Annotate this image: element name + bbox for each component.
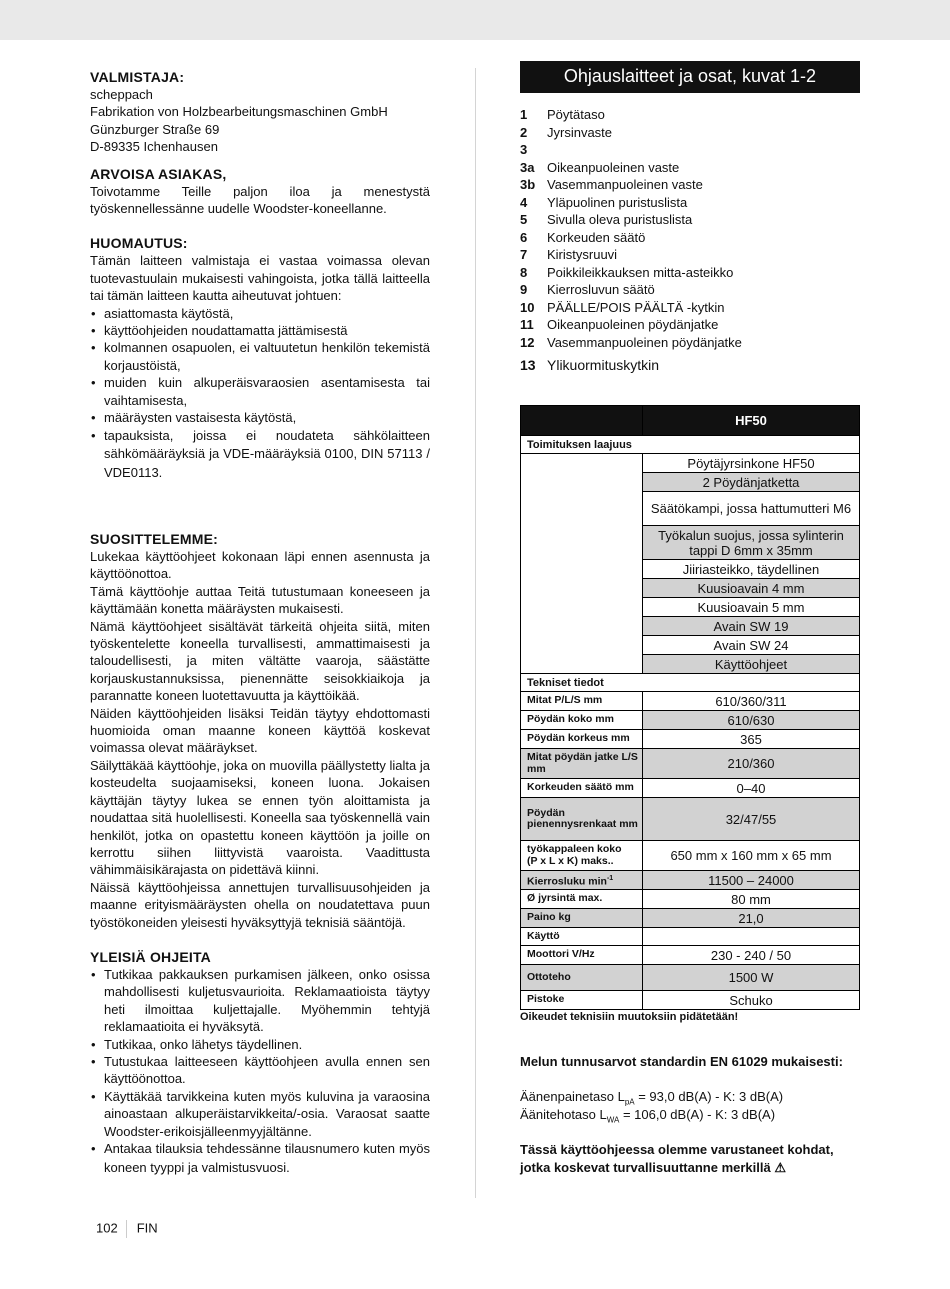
dear-customer-text: Toivotamme Teille paljon iloa ja menestystä työskennellessänne uudelle Woodster-koneellanne. — [90, 183, 430, 217]
notice-intro: Tämän laitteen valmistaja ei vastaa voimassa olevan tuotevastuulain mukaisesti vahingoista, jotka tällä laitteella tai tämän laitteen kautta aiheutuvat johtuen: — [90, 253, 430, 304]
tech-note: Oikeudet teknisiin muutoksiin pidätetään! — [520, 1011, 739, 1023]
part-number: 3a — [520, 159, 535, 175]
recommend-paragraph: Säilyttäkää käyttöohje, joka on muovilla päällystetty lialta ja kosteudelta suojaamiseksi, koneen luona. Jokaisen käyttäjän täytyy lukea se ennen työn aloittamista ja noudattaa sitä huolellisesti. Koneella saa työskennellä vain henkilöt, jotka on opastettu koneen käyttöön ja joille on kerrottu siihen liittyvistä vaaroista. Vaadittusta vähimmäisikärajasta on pidettävä kiinni. — [90, 757, 430, 878]
noise-pressure-value: = 93,0 dB(A) - K: 3 dB(A) — [634, 1089, 784, 1104]
part-number: 3 — [520, 142, 528, 157]
scope-blank-cell — [521, 454, 643, 674]
table-row — [521, 871, 860, 890]
rings-label: Pöydän pienennysrenkaat mm — [521, 798, 643, 841]
table-size-label: Pöydän koko mm — [521, 711, 643, 730]
part-number: 6 — [520, 229, 528, 245]
language-code: FIN — [136, 1220, 158, 1236]
page-footer — [96, 1220, 158, 1238]
list-item: • käyttöohjeiden noudattamatta jättämisestä — [90, 322, 430, 339]
part-name: Pöytätaso — [547, 107, 605, 122]
noise-power-label: Äänitehotaso L — [520, 1107, 607, 1122]
part-name: Sivulla oleva puristuslista — [547, 212, 693, 227]
manufacturer-heading: VALMISTAJA: — [90, 69, 185, 85]
manufacturer-line: D-89335 Ichenhausen — [90, 139, 218, 155]
part-name: Kierrosluvun säätö — [547, 282, 655, 297]
noise-title: Melun tunnusarvot standardin EN 61029 mukaisesti: — [520, 1054, 843, 1069]
list-item — [520, 229, 860, 247]
drive-blank — [643, 928, 860, 946]
list-item — [520, 211, 860, 229]
table-row — [521, 841, 860, 871]
motor-label: Moottori V/Hz — [521, 946, 643, 965]
speed-unit-exponent: -1 — [606, 874, 614, 882]
table-size-value: 610/630 — [643, 711, 860, 730]
part-number: 10 — [520, 299, 535, 315]
list-item: • asiattomasta käytöstä, — [90, 305, 430, 322]
noise-power — [520, 1107, 775, 1125]
table-row — [521, 909, 860, 928]
motor-value: 230 - 240 / 50 — [643, 946, 860, 965]
list-item — [520, 246, 860, 264]
column-divider — [475, 68, 476, 1198]
table-row — [521, 406, 860, 436]
top-bar — [0, 0, 950, 40]
table-row — [521, 890, 860, 909]
list-item: • tapauksista, joissa ei noudateta sähkölaitteen sähkömääräyksiä ja VDE-määräyksiä 0100, DIN 57113 / VDE0113. — [90, 427, 430, 483]
list-item — [520, 316, 860, 334]
scope-item: Avain SW 19 — [643, 617, 860, 636]
part-name: Vasemmanpuoleinen pöydänjatke — [547, 334, 742, 350]
scope-item: Käyttöohjeet — [643, 655, 860, 674]
table-row — [521, 692, 860, 711]
noise-pressure-label: Äänenpainetaso L — [520, 1089, 625, 1104]
part-number: 11 — [520, 317, 534, 332]
list-item — [520, 281, 860, 299]
list-item — [520, 264, 860, 282]
list-item: • Tutkikaa, onko lähetys täydellinen. — [90, 1036, 430, 1053]
workpiece-label-line: (P x L x K) maks.. — [527, 854, 614, 867]
list-item: • määräysten vastaisesta käytöstä, — [90, 409, 430, 426]
part-number: 8 — [520, 264, 528, 280]
table-row — [521, 436, 860, 454]
diameter-value: 80 mm — [643, 890, 860, 909]
list-item — [520, 357, 860, 375]
part-number: 1 — [520, 107, 528, 122]
plug-label: Pistoke — [521, 991, 643, 1010]
workpiece-label — [521, 841, 643, 871]
part-number: 5 — [520, 212, 528, 227]
part-name: Kiristysruuvi — [547, 247, 618, 262]
diameter-label: Ø jyrsintä max. — [521, 890, 643, 909]
table-row — [521, 779, 860, 798]
page-number: 102 — [96, 1220, 118, 1236]
footer-separator — [126, 1220, 127, 1238]
part-name: Oikeanpuoleinen pöydänjatke — [547, 317, 719, 332]
part-name: Jyrsinvaste — [547, 124, 613, 140]
list-item: • Tutustukaa laitteeseen käyttöohjeen avulla ennen sen käyttöönottoa. — [90, 1053, 430, 1088]
scope-item: Säätökampi, jossa hattumutteri M6 — [643, 492, 860, 526]
tech-label: Tekniset tiedot — [521, 674, 860, 692]
part-number: 4 — [520, 194, 528, 210]
workpiece-value: 650 mm x 160 mm x 65 mm — [643, 841, 860, 871]
ext-label: Mitat pöydän jatke L/S mm — [521, 749, 643, 779]
table-row — [521, 991, 860, 1010]
ext-value: 210/360 — [643, 749, 860, 779]
list-item — [520, 141, 860, 159]
table-row — [521, 454, 860, 473]
noise-pressure-sub: pA — [624, 1097, 635, 1107]
general-list — [90, 966, 430, 1177]
table-height-value: 365 — [643, 730, 860, 749]
part-number: 3b — [520, 177, 536, 192]
recommend-heading: SUOSITTELEMME: — [90, 531, 219, 547]
part-name: Ylikuormituskytkin — [547, 357, 660, 373]
notice-heading: HUOMAUTUS: — [90, 235, 188, 252]
table-row — [521, 730, 860, 749]
recommend-paragraph: Näiden käyttöohjeiden lisäksi Teidän täytyy ehdottomasti huomioida oman maanne koneen käyttöä koskevat voimassa olevat määräykset. — [90, 705, 430, 756]
list-item — [520, 106, 860, 124]
list-item — [520, 334, 860, 352]
weight-value: 21,0 — [643, 909, 860, 928]
speed-label-text: Kierrosluku min — [527, 875, 607, 887]
left-column — [90, 68, 430, 1177]
table-height-label: Pöydän korkeus mm — [521, 730, 643, 749]
scope-item: 2 Pöydänjatketta — [643, 473, 860, 492]
power-value: 1500 W — [643, 965, 860, 991]
power-label: Ottoteho — [521, 965, 643, 991]
manufacturer-line: Fabrikation von Holzbearbeitungsmaschinen GmbH — [90, 104, 388, 120]
table-row — [521, 928, 860, 946]
scope-label: Toimituksen laajuus — [521, 436, 860, 454]
noise-power-sub: WA — [606, 1115, 620, 1125]
weight-label: Paino kg — [521, 909, 643, 928]
workpiece-label-line: työkappaleen koko — [527, 843, 622, 855]
table-row — [521, 946, 860, 965]
manufacturer-line: Günzburger Straße 69 — [90, 121, 220, 137]
dear-customer-heading: ARVOISA ASIAKAS, — [90, 165, 227, 182]
noise-pressure — [520, 1089, 783, 1107]
dims-value: 610/360/311 — [643, 692, 860, 711]
spec-table — [520, 405, 860, 1010]
table-header-blank — [521, 406, 643, 436]
model-header: HF50 — [643, 406, 860, 436]
controls-title: Ohjauslaitteet ja osat, kuvat 1-2 — [520, 61, 860, 93]
list-item: • muiden kuin alkuperäisvaraosien asentamisesta tai vaihtamisesta, — [90, 374, 430, 409]
table-row — [521, 749, 860, 779]
noise-power-value: = 106,0 dB(A) - K: 3 dB(A) — [619, 1107, 776, 1122]
height-adj-label: Korkeuden säätö mm — [521, 779, 643, 798]
recommend-paragraph: Nämä käyttöohjeet sisältävät tärkeitä ohjeita siitä, miten työskentelette koneella turvallisesti, ammattimaisesti ja taloudellisesti, ja miten vältätte vaaroja, säästätte korjauskustannuksissa, pienennätte seisokkiaikoja ja parannatte koneen luotettavuutta ja käyttöikää. — [90, 618, 430, 704]
part-name: Oikeanpuoleinen vaste — [547, 159, 680, 175]
scope-item: Pöytäjyrsinkone HF50 — [643, 454, 860, 473]
part-number: 7 — [520, 247, 528, 262]
plug-value: Schuko — [643, 991, 860, 1010]
list-item: • Antakaa tilauksia tehdessänne tilausnumero kuten myös koneen tyyppi ja valmistusvuosi. — [90, 1140, 430, 1177]
scope-item: Kuusioavain 4 mm — [643, 579, 860, 598]
speed-label — [521, 871, 643, 890]
recommend-paragraph: Tämä käyttöohje auttaa Teitä tutustumaan koneeseen ja käyttämään konetta määräysten mukaisesti. — [90, 583, 430, 617]
part-name: PÄÄLLE/POIS PÄÄLTÄ -kytkin — [547, 299, 725, 315]
recommend-paragraph: Lukekaa käyttöohjeet kokonaan läpi ennen asennusta ja käyttöönottoa. — [90, 549, 430, 582]
dims-label: Mitat P/L/S mm — [521, 692, 643, 711]
list-item — [520, 194, 860, 212]
general-heading: YLEISIÄ OHJEITA — [90, 948, 211, 965]
part-number: 9 — [520, 282, 528, 297]
speed-value: 11500 – 24000 — [643, 871, 860, 890]
recommend-paragraph: Näissä käyttöohjeissa annettujen turvallisuusohjeiden ja maanne erityismääräysten ohella on noudatettava puun työstökoneiden yleisesti hyväksyttyjä teknisiä sääntöjä. — [90, 879, 430, 930]
parts-list — [520, 106, 860, 375]
part-number: 2 — [520, 124, 528, 140]
list-item: • Käyttäkää tarvikkeina kuten myös kuluvina ja varaosina ainoastaan alkuperäistarvikkeita/-osia. Varaosat saatte Woodster-erikoisjälleenmyyjältänne. — [90, 1088, 430, 1140]
part-name: Poikkileikkauksen mitta-asteikko — [547, 264, 734, 280]
rings-value: 32/47/55 — [643, 798, 860, 841]
list-item — [520, 299, 860, 317]
notice-list — [90, 305, 430, 482]
list-item — [520, 176, 860, 194]
drive-label: Käyttö — [521, 928, 643, 946]
scope-item: Kuusioavain 5 mm — [643, 598, 860, 617]
list-item — [520, 124, 860, 142]
scope-item: Työkalun suojus, jossa sylinterin tappi D 6mm x 35mm — [643, 526, 860, 560]
list-item: • Tutkikaa pakkauksen purkamisen jälkeen, onko osissa mahdollisesti kuljetusvaurioita. Reklamaatioista täytyy heti ilmoittaa kuljettajalle. Myöhemmin tehtyjä reklamaatioita ei hyväksytä. — [90, 966, 430, 1036]
scope-item: Jiiriasteikko, täydellinen — [643, 560, 860, 579]
part-name: Vasemmanpuoleinen vaste — [547, 177, 703, 192]
list-item — [520, 159, 860, 177]
table-row — [521, 674, 860, 692]
manufacturer-line: scheppach — [90, 87, 153, 102]
table-row — [521, 798, 860, 841]
part-name: Korkeuden säätö — [547, 229, 646, 245]
table-row — [521, 965, 860, 991]
part-name: Yläpuolinen puristuslista — [547, 194, 688, 210]
part-number: 12 — [520, 334, 535, 350]
part-number: 13 — [520, 357, 536, 373]
height-adj-value: 0–40 — [643, 779, 860, 798]
table-row — [521, 711, 860, 730]
safety-note: Tässä käyttöohjeessa olemme varustaneet kohdat, jotka koskevat turvallisuuttanne merkillä ⚠ — [520, 1142, 834, 1175]
scope-item: Avain SW 24 — [643, 636, 860, 655]
list-item: • kolmannen osapuolen, ei valtuutetun henkilön tekemistä korjaustöistä, — [90, 339, 430, 374]
right-column — [520, 61, 860, 1175]
